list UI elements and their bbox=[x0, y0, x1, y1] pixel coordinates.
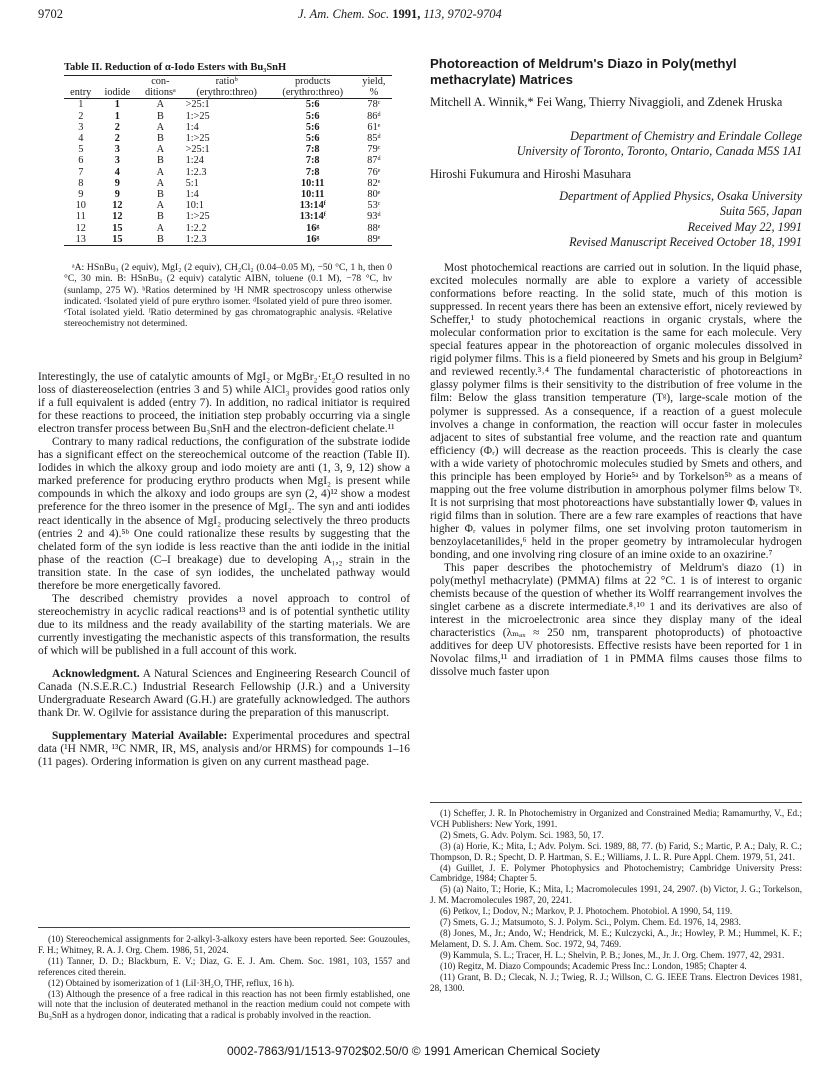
affiliation-osaka-address: Suita 565, Japan bbox=[719, 204, 802, 218]
footnote: (2) Smets, G. Adv. Polym. Sci. 1983, 50, 17. bbox=[440, 829, 604, 840]
page-footer: 0002-7863/91/1513-9702$02.50/0 © 1991 American Chemical Society bbox=[226, 1044, 601, 1058]
table-row bbox=[64, 122, 392, 133]
table-header-cell: entry bbox=[64, 87, 98, 99]
table-row bbox=[64, 223, 392, 234]
supplementary-text: Experimental procedures and spectral data (¹H NMR, ¹³C NMR, IR, MS, analysis and/or HRMS) for compounds 1–16 (11 pages). Ordering information is given on any current masthead page. bbox=[38, 730, 410, 769]
table-cell: 93ᵈ bbox=[367, 211, 381, 223]
table-cell: 1 bbox=[114, 110, 120, 122]
table-cell: 88ᵉ bbox=[367, 222, 381, 234]
table-cell: 10:11 bbox=[301, 177, 325, 189]
table-cell: 1:2.3 bbox=[184, 234, 270, 246]
affiliation-toronto-dept: Department of Chemistry and Erindale College bbox=[570, 129, 802, 143]
running-header bbox=[298, 7, 502, 22]
table-cell: 4 bbox=[114, 166, 120, 178]
table-cell: 2 bbox=[78, 110, 84, 122]
table-header-cell: products bbox=[270, 76, 356, 88]
table-cell: 4 bbox=[78, 133, 84, 145]
table-cell: 53ᶜ bbox=[367, 200, 381, 212]
footnote-divider bbox=[38, 927, 410, 928]
table-header-cell: ratioᵇ bbox=[184, 76, 270, 88]
table-cell: 13:14ᶠ bbox=[299, 211, 326, 223]
footnote: (10) Regitz, M. Diazo Compounds; Academic Press Inc.: London, 1985; Chapter 4. bbox=[440, 960, 747, 971]
body-paragraph: The described chemistry provides a novel approach to control of stereochemistry in acyclic radical reactions¹³ and is of potential synthetic utility due to its mildness and the ready availability of the starting materials. We are currently investigating the mechanistic aspects of this transformation, the results of which will be published in a full account of this work. bbox=[38, 592, 410, 657]
table-cell: 13:14ᶠ bbox=[299, 200, 326, 212]
table-header-cell: (erythro:threo) bbox=[270, 87, 356, 99]
affiliation-osaka-dept: Department of Applied Physics, Osaka University bbox=[559, 189, 802, 203]
table-cell: A bbox=[156, 99, 165, 111]
acknowledgment bbox=[38, 668, 410, 720]
supplementary-label: Supplementary Material Available: bbox=[52, 730, 228, 743]
table-cell: 7:8 bbox=[305, 155, 320, 167]
table-cell: 13 bbox=[64, 234, 98, 246]
table-header-cell: ditionsᵃ bbox=[137, 87, 183, 99]
journal-year: 1991, bbox=[392, 7, 421, 21]
table-cell: A bbox=[156, 121, 165, 133]
table-cell: 5:6 bbox=[305, 121, 320, 133]
table-cell: 7 bbox=[78, 166, 84, 178]
table-cell: 2 bbox=[114, 121, 120, 133]
table-cell: 86ᵈ bbox=[367, 110, 381, 122]
table-cell: 1:2.3 bbox=[185, 166, 207, 178]
table-title: Table II. Reduction of α-Iodo Esters with Bu₃SnH bbox=[64, 62, 287, 73]
table-cell: 1 bbox=[78, 99, 84, 111]
table-cell: A bbox=[156, 177, 165, 189]
table-cell: 10:11 bbox=[301, 189, 325, 201]
table-footnotes bbox=[64, 262, 392, 330]
table-cell: 11 bbox=[75, 211, 86, 223]
table-row bbox=[64, 155, 392, 166]
table-cell: 1 bbox=[114, 99, 120, 111]
author-list-osaka: Hiroshi Fukumura and Hiroshi Masuhara bbox=[430, 167, 632, 181]
table-header-cell bbox=[64, 76, 98, 88]
table-row bbox=[64, 133, 392, 144]
table-header-cell: con- bbox=[137, 76, 183, 88]
table-row bbox=[64, 144, 392, 155]
table-cell: 5:6 bbox=[305, 99, 320, 111]
table-cell: 15 bbox=[98, 234, 138, 246]
footnote: (11) Tanner, D. D.; Blackburn, E. V.; Diaz, G. E. J. Am. Chem. Soc. 1981, 103, 1557 and references cited therein. bbox=[38, 955, 410, 977]
footnote: (9) Kammula, S. L.; Tracer, H. L.; Shelvin, P. B.; Jones, M., Jr. J. Org. Chem. 1977, 42, 2931. bbox=[440, 949, 785, 960]
table-cell: 9 bbox=[114, 177, 120, 189]
table-row bbox=[64, 178, 392, 189]
table-cell: 1:24 bbox=[185, 155, 204, 167]
table-cell: 61ᵉ bbox=[367, 121, 381, 133]
body-paragraph: This paper describes the photochemistry of Meldrum's diazo (1) in poly(methyl methacrylate) (PMMA) films at 22 °C. 1 is of interest to organic chemists because of the question of whether its Wolff rearrangement involves the singlet carbene as a discrete intermediate.⁸˒¹⁰ 1 and its derivatives are also of interest in the microelectronic area since they display many of the ideal characteristics (λₘₐₓ ≈ 250 nm, transparent photoproducts) of photoactive additives for deep UV photoresists. Effective resists have been reported for 1 in Novolac films,¹¹ and irradiation of 1 in PMMA films causes those films to dissolve much faster upon bbox=[430, 562, 802, 679]
table-header-cell: iodide bbox=[98, 87, 138, 99]
table-header-row-bottom bbox=[64, 87, 392, 99]
table-cell: 5:6 bbox=[305, 133, 320, 145]
table-cell: B bbox=[156, 211, 164, 223]
table-cell: 78ᶜ bbox=[367, 99, 381, 111]
journal-volume-pages: 113, 9702-9704 bbox=[423, 7, 502, 21]
table-header-cell: yield, bbox=[356, 76, 392, 88]
table-cell: 82ᵉ bbox=[367, 177, 381, 189]
table-cell: 3 bbox=[114, 155, 120, 167]
table-cell: B bbox=[156, 110, 164, 122]
table-cell: 7:8 bbox=[305, 144, 320, 156]
acknowledgment-label: Acknowledgment. bbox=[52, 668, 140, 681]
table-cell: 2 bbox=[114, 133, 120, 145]
table-header-row-top bbox=[64, 76, 392, 88]
table-cell: B bbox=[156, 189, 164, 201]
table-cell: 12 bbox=[75, 222, 86, 234]
footnote: (12) Obtained by isomerization of 1 (LiI·3H₂O, THF, reflux, 16 h). bbox=[48, 977, 295, 988]
right-column-body bbox=[430, 262, 802, 680]
table-row bbox=[64, 234, 392, 246]
table-cell: 1:4 bbox=[185, 121, 199, 133]
table-cell: 1:2.2 bbox=[185, 222, 207, 234]
footnote: (3) (a) Horie, K.; Mita, I.; Adv. Polym. Sci. 1989, 88, 77. (b) Farid, S.; Martic, P. A.; Daly, R. C.; Thompson, D. R.; Specht, D. P. Hartman, S. E.; Williams, J. L. R. Pure Appl. Chem. 1979, 51, 241. bbox=[430, 840, 802, 862]
table-cell: 9 bbox=[78, 189, 84, 201]
table-cell: 87ᵈ bbox=[367, 155, 381, 167]
table-cell: B bbox=[156, 133, 164, 145]
body-paragraph: Interestingly, the use of catalytic amounts of MgI₂ or MgBr₂·Et₂O resulted in no loss of diastereoselection (entries 3 and 5) while AlCl₃ provides good ratios only if a full equivalent is added (entry 7). In addition, no radical initiator is required for these reactions to proceed, the initiation step probably occurring via a single electron transfer process between Bu₃SnH and the electron-deficient chelate.¹¹ bbox=[38, 371, 410, 436]
table-cell: 8 bbox=[78, 177, 84, 189]
table-header-cell bbox=[98, 76, 138, 88]
table-cell: 16ᵍ bbox=[270, 234, 356, 246]
table-row bbox=[64, 189, 392, 200]
table-cell: B bbox=[137, 234, 183, 246]
table-footnote: ᵃA: HSnBu₃ (2 equiv), MgI₂ (2 equiv), CH₂Cl₂ (0.04–0.05 M), −50 °C, 1 h, then 0 °C, 30 min. B: HSnBu₃ (2 equiv) catalytic AIBN, toluene (0.1 M), −78 °C, hν (sunlamp, 275 W). ᵇRatios determined by ¹H NMR spectroscopy unless otherwise indicated. ᶜIsolated yield of pure erythro isomer. ᵈIsolated yield of pure threo isomer. ᵉTotal isolated yield. ᶠRatio determined by gas chromatographic analysis. ᵍRelative stereochemistry not determined. bbox=[64, 262, 392, 330]
footnote: (13) Although the presence of a free radical in this reaction has not been firmly established, one will note that the inclusion of deuterated methanol in the reaction medium could not compete with Bu₃SnH as a hydrogen donor, indicating that a radical is probably involved in the reaction. bbox=[38, 988, 410, 1021]
table-cell: A bbox=[156, 222, 165, 234]
table-cell: A bbox=[156, 200, 165, 212]
supplementary-material bbox=[38, 730, 410, 769]
right-footnotes bbox=[430, 808, 802, 993]
table-cell: 10 bbox=[75, 200, 86, 212]
table-cell: 79ᶜ bbox=[367, 144, 381, 156]
body-paragraph: Most photochemical reactions are carried out in solution. In the liquid phase, excited molecules normally are able to explore a variety of accessible conformations before reacting. In the solid state, much of this motion is suppressed. In recent years there has been an extensive effort, nicely reviewed by Scheffer,¹ to study photochemical reactions in organic crystals, where the molecular conformation prior to excitation is the same for each molecule. Very special features appear in the photoreaction of organic molecules dissolved in rigid polymer films. This is a field pioneered by Smets and his group in Belgium² and reviewed recently.³˒⁴ The fundamental characteristic of photoreactions in glassy polymer films is their sensitivity to the distribution of free volume in the film: Below the glass transition temperature (Tᵍ), large-scale motion of the polymer is suppressed. As a consequence, if a reaction of a guest molecule involves a change in conformation, the reaction will occur faster in molecules adjacent to sites of substantial free volume, and the reaction rate and quantum efficiency (Φᵣ) will decrease as the reaction proceeds. This is clearly the case with a wide variety of photochromic molecules studied by Smets and others, and this principle has been employed by Horie⁵ᵃ and by Torkelson⁵ᵇ as a means of mapping out the free volume distribution in amorphous polymer films below Tᵍ. It is not surprising that most photoreactions have substantially lower Φᵣ values in rigid films than in solution. There are a few rare examples of reactions that have higher Φᵣ values in polymer films, one set involving proton tautomerism in benzoylacetanilides,⁶ held in the proper geometry by intramolecular hydrogen bonding, and one involving ring closure of an imine oxide to an oxazirine.⁷ bbox=[430, 262, 802, 562]
table-cell: >25:1 bbox=[185, 144, 210, 156]
table-cell: 3 bbox=[114, 144, 120, 156]
footnote: (8) Jones, M., Jr.; Ando, W.; Hendrick, M. E.; Kulczycki, A., Jr.; Howley, P. M.; Hummel, K. F.; Melament, D. S. J. Am. Chem. Soc. 1972, 94, 7469. bbox=[430, 927, 802, 949]
body-paragraph: Contrary to many radical reductions, the configuration of the substrate iodide has a significant effect on the stereochemical outcome of the reaction (Table II). Iodides in which the alkoxy group and iodo moiety are anti (1, 3, 9, 12) show a marked preference for producing erythro products when MgI₂ is present while compounds in which the alkoxy and iodo groups are syn (2, 4)¹² show a modest preference for the threo isomer in the presence of MgI₂. The syn and anti iodides react identically in the absence of MgI₂ producing selectively the threo products (entries 2 and 4).⁵ᵇ One could rationalize these results by suggesting that the chelated form of the syn iodide is less reactive than the anti iodide in the initial phase of the reaction (C–I breakage) due to developing A₁,₂ strain in the transition state. In the case of syn iodides, the unchelated pathway would therefore be more energetically favored. bbox=[38, 436, 410, 592]
table-row bbox=[64, 167, 392, 178]
article-title: Photoreaction of Meldrum's Diazo in Poly(methyl methacrylate) Matrices bbox=[430, 56, 737, 87]
table-cell: 6 bbox=[78, 155, 84, 167]
footnote: (10) Stereochemical assignments for 2-alkyl-3-alkoxy esters have been reported. See: Gouzoules, F. H.; Whitney, R. A. J. Org. Chem. 1986, 51, 2024. bbox=[38, 934, 410, 955]
journal-name: J. Am. Chem. Soc. bbox=[298, 7, 390, 21]
table-cell: 16ᵍ bbox=[306, 222, 320, 234]
footnote-divider bbox=[430, 802, 802, 803]
table-header-cell: % bbox=[356, 87, 392, 99]
footnote: (1) Scheffer, J. R. In Photochemistry in Organized and Constrained Media; Ramamurthy, V., Ed.; VCH Publishers: New York, 1991. bbox=[430, 808, 802, 829]
footnote: (4) Guillet, J. E. Polymer Photophysics and Photochemistry; Cambridge University Press: Cambridge, 1984; Chapter 5. bbox=[430, 862, 802, 884]
table-cell: >25:1 bbox=[185, 99, 210, 111]
left-column-body bbox=[38, 371, 410, 769]
table-cell: 10:1 bbox=[185, 200, 204, 212]
table-cell: B bbox=[156, 155, 164, 167]
table-cell: 9 bbox=[114, 189, 120, 201]
table-cell: A bbox=[156, 166, 165, 178]
left-footnotes bbox=[38, 934, 410, 1021]
table-cell: 80ᵉ bbox=[367, 189, 381, 201]
table-cell: 89ᵉ bbox=[356, 234, 392, 246]
author-list-toronto: Mitchell A. Winnik,* Fei Wang, Thierry Nivaggioli, and Zdenek Hruska bbox=[430, 95, 783, 109]
table-cell: 5 bbox=[78, 144, 84, 156]
revised-date: Revised Manuscript Received October 18, 1991 bbox=[569, 235, 802, 249]
table-cell: 12 bbox=[112, 211, 123, 223]
table-cell: 1:>25 bbox=[185, 110, 210, 122]
table-cell: A bbox=[156, 144, 165, 156]
table-cell: 15 bbox=[112, 222, 123, 234]
table-cell: 1:>25 bbox=[185, 133, 210, 145]
table-reduction-iodo-esters bbox=[64, 75, 392, 246]
table-row bbox=[64, 211, 392, 222]
footnote: (5) (a) Naito, T.; Horie, K.; Mita, I.; Macromolecules 1991, 24, 2907. (b) Victor, J. G.; Torkelson, J. M. Macromolecules 1987, 20, 2241. bbox=[430, 884, 802, 906]
table-row bbox=[64, 111, 392, 122]
footnote: (6) Petkov, I.; Dodov, N.; Markov, P. J. Photochem. Photobiol. A 1990, 54, 119. bbox=[440, 906, 733, 917]
affiliation-toronto-address: University of Toronto, Toronto, Ontario, Canada M5S 1A1 bbox=[516, 144, 802, 158]
table-cell: 7:8 bbox=[305, 166, 320, 178]
footnote: (7) Smets, G. J.; Matsumoto, S. J. Polym. Sci., Polym. Chem. Ed. 1976, 14, 2983. bbox=[440, 917, 741, 928]
received-date: Received May 22, 1991 bbox=[687, 220, 802, 234]
table-cell: 12 bbox=[112, 200, 123, 212]
acknowledgment-text: A Natural Sciences and Engineering Research Council of Canada (N.S.E.R.C.) Industrial Research Fellowship (J.R.) and a University Undergraduate Research Award (G.H.) are gratefully acknowledged. The authors thank Dr. W. Ogilvie for assistance during the preparation of this manuscript. bbox=[38, 668, 410, 720]
table-row bbox=[64, 200, 392, 211]
table-cell: 1:4 bbox=[185, 189, 199, 201]
table-cell: 85ᵈ bbox=[367, 133, 381, 145]
page-number: 9702 bbox=[38, 7, 63, 21]
table-cell: 5:1 bbox=[185, 177, 199, 189]
footnote: (11) Grant, B. D.; Clecak, N. J.; Twieg, R. J.; Willson, C. G. IEEE Trans. Electron Devices 1981, 28, 1300. bbox=[430, 971, 802, 993]
table-cell: 76ᵉ bbox=[367, 166, 381, 178]
table-cell: 1:>25 bbox=[185, 211, 210, 223]
table-header-cell: (erythro:threo) bbox=[184, 87, 270, 99]
table-row bbox=[64, 99, 392, 111]
table-cell: 5:6 bbox=[305, 110, 320, 122]
table-cell: 3 bbox=[78, 121, 84, 133]
